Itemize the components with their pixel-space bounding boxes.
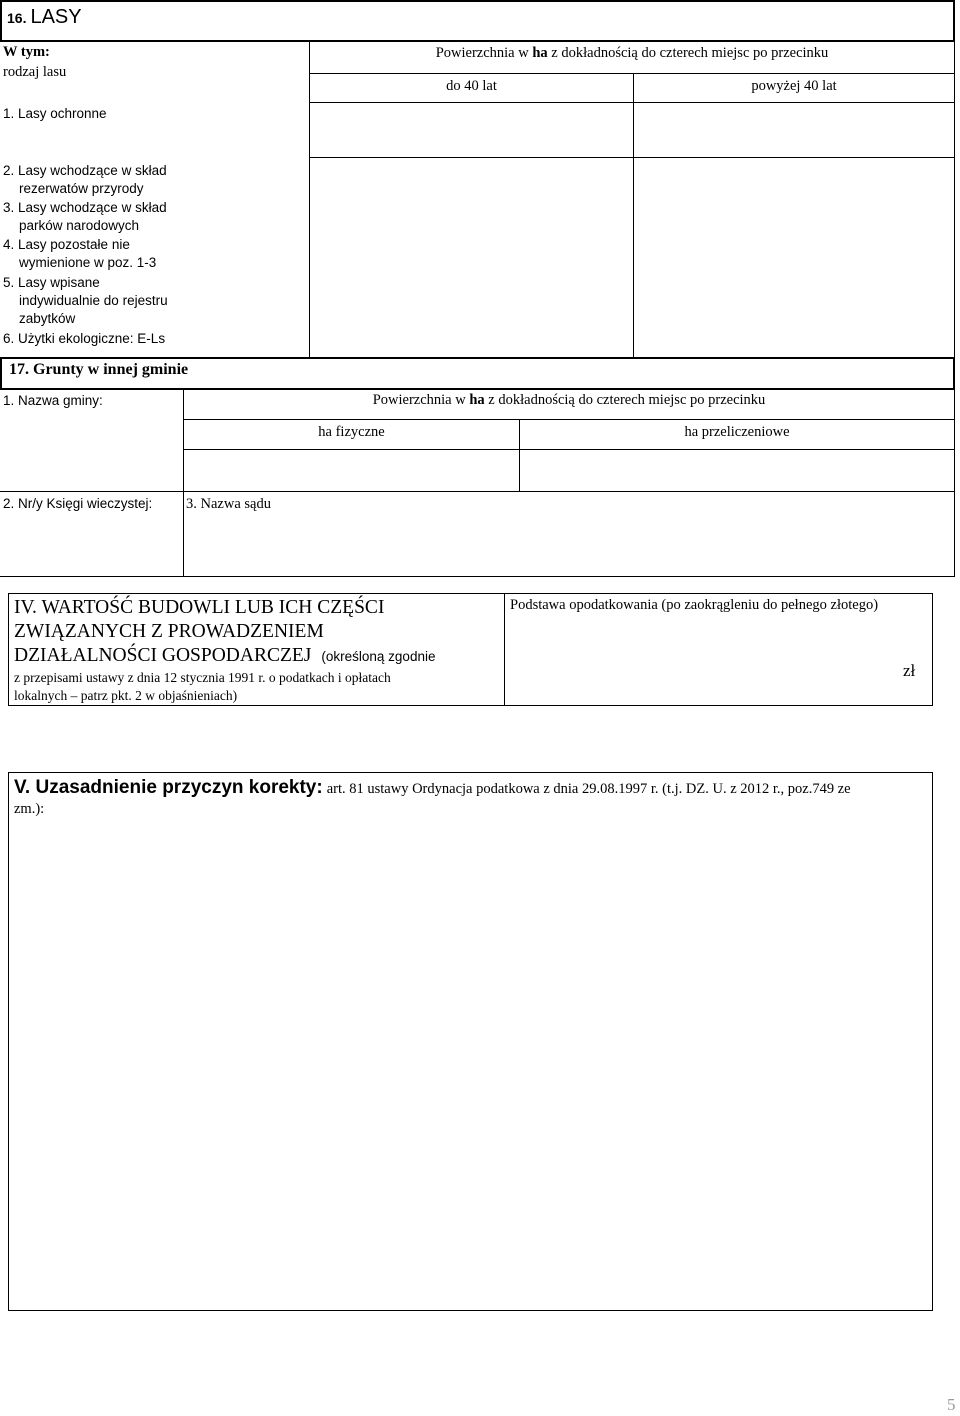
section4-title-line3: DZIAŁALNOŚCI GOSPODARCZEJ (określoną zgodnie (14, 645, 436, 666)
row-lasy-wpisane: 5. Lasy wpisane indywidualnie do rejestru zabytków (3, 275, 168, 326)
podstawa-label: Podstawa opodatkowania (po zaokrągleniu do pełnego złotego) (510, 597, 879, 613)
section5-header (14, 776, 930, 818)
section17-row-divider (0, 491, 955, 492)
section16-header-divider (309, 73, 955, 74)
section5-title: V. Uzasadnienie przyczyn korekty: (14, 777, 323, 798)
nazwa-sadu-label: 3. Nazwa sądu (186, 496, 271, 512)
col-pow40-header: powyżej 40 lat (751, 78, 837, 94)
section4-title (14, 596, 500, 705)
section5-text-line2: zm.): (14, 801, 45, 817)
col-ha-fizyczne-header: ha fizyczne (318, 424, 385, 440)
section16-row1-divider (309, 157, 955, 158)
section17-pow-header: Powierzchnia w ha z dokładnością do czterech miejsc po przecinku (372, 392, 766, 408)
section17-grid-right (954, 389, 955, 577)
row-lasy-ochronne: 1. Lasy ochronne (3, 106, 107, 121)
rodzaj-lasu-label: rodzaj lasu (3, 64, 67, 80)
section17-title: 17. Grunty w innej gminie (9, 361, 189, 378)
section16-pow-header: Powierzchnia w ha z dokładnością do czterech miejsc po przecinku (435, 45, 829, 61)
page-number: 5 (947, 1395, 956, 1414)
section17-grid-left (183, 389, 184, 577)
section4-divider (504, 593, 505, 706)
row-uzytki-ekologiczne: 6. Użytki ekologiczne: E-Ls (3, 331, 166, 346)
section5-text-line1: art. 81 ustawy Ordynacja podatkowa z dnia 29.08.1997 r. (t.j. DZ. U. z 2012 r., poz.749 ze (326, 781, 851, 797)
section4-title-line2: ZWIĄZANYCH Z PROWADZENIEM (14, 621, 324, 642)
ksiega-wieczysta-label: 2. Nr/y Księgi wieczystej: (3, 496, 153, 511)
section16-title (7, 6, 82, 29)
row-lasy-rezerwatow: 2. Lasy wchodzące w skład rezerwatów przyrody (3, 163, 167, 196)
section4-note-line2: z przepisami ustawy z dnia 12 stycznia 1991 r. o podatkach i opłatach (14, 670, 391, 685)
col-ha-przeliczeniowe-header: ha przeliczeniowe (684, 424, 790, 440)
wtym-label: W tym: (3, 44, 50, 60)
section16-grid-right (954, 42, 955, 358)
section16-col-divider-top (309, 102, 955, 103)
section4-note-line3: lokalnych – patrz pkt. 2 w objaśnieniach) (14, 688, 238, 703)
section16-number: 16. (7, 10, 27, 26)
section17-col-divider-top (183, 449, 955, 450)
nazwa-gminy-label: 1. Nazwa gminy: (3, 393, 103, 408)
section17-header-divider (183, 419, 955, 420)
row-lasy-parkow: 3. Lasy wchodzące w skład parków narodowych (3, 200, 167, 233)
section17-bottom (0, 576, 955, 577)
section16-header (0, 0, 955, 42)
section16-title-text: LASY (30, 6, 82, 28)
section4-title-line1: IV. WARTOŚĆ BUDOWLI LUB ICH CZĘŚCI (14, 597, 385, 618)
currency-zl: zł (903, 661, 916, 680)
col-do40-header: do 40 lat (446, 78, 497, 94)
section16-col-divider (633, 74, 634, 358)
row-lasy-pozostale: 4. Lasy pozostałe nie wymienione w poz. 1-3 (3, 237, 157, 270)
section5-box (8, 772, 933, 1311)
